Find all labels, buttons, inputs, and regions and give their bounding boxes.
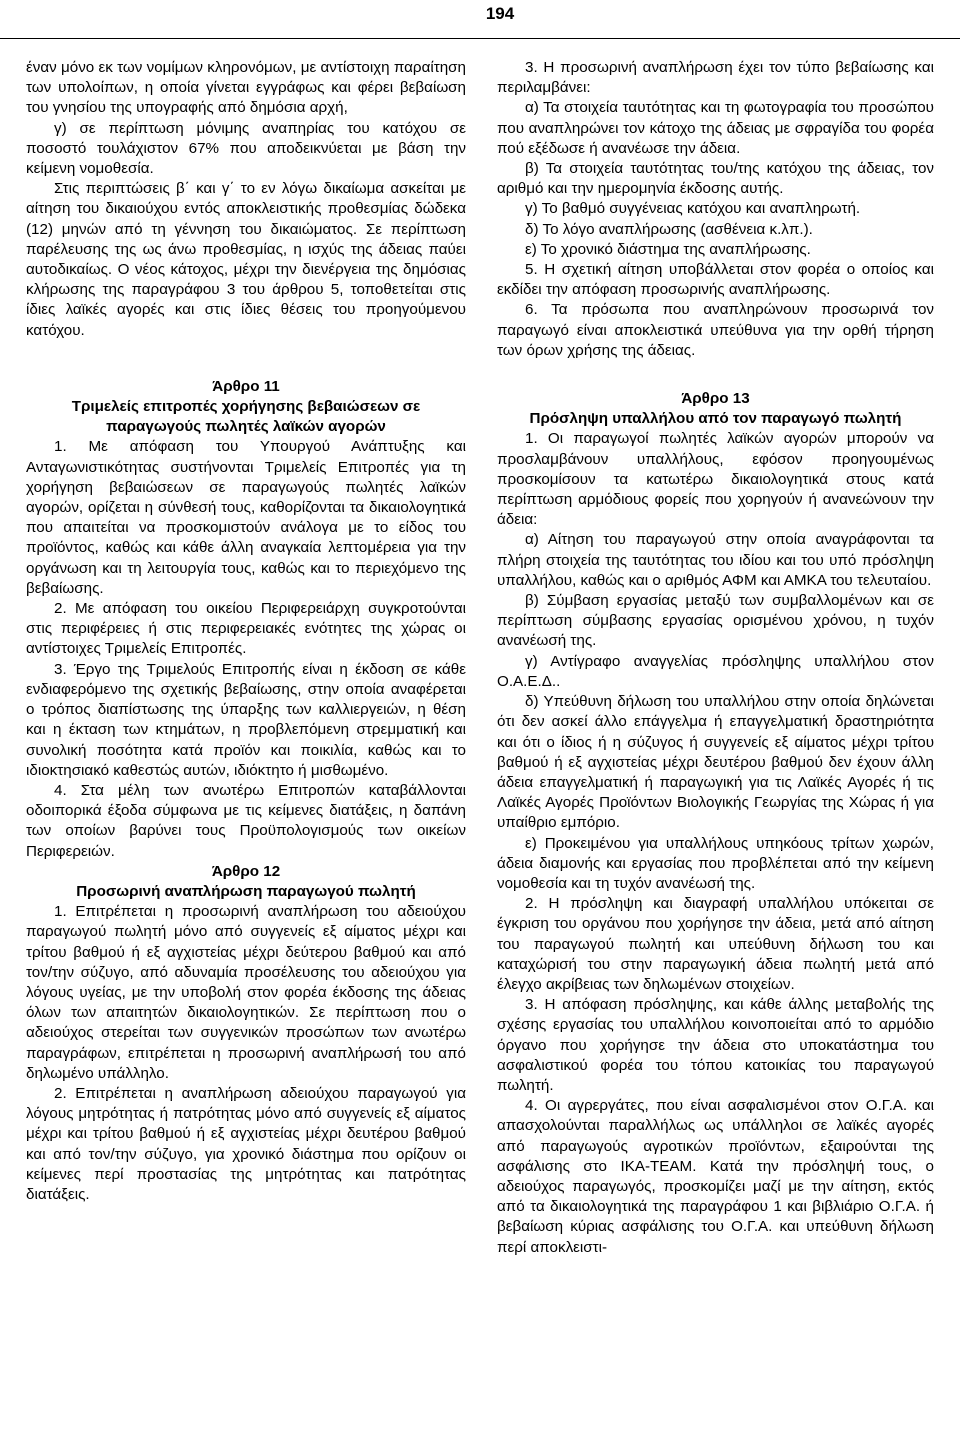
article-number: Άρθρο 11: [212, 377, 280, 395]
paragraph: 4. Οι αγρεργάτες, που είναι ασφαλισμένοι στον Ο.Γ.Α. και απασχολούνται παραλλήλως ως υπάλληλοι σε λαϊκές αγορές από παραγωγούς αγροτικών προϊόντων, εξαιρούνται της ασφάλισης στο ΙΚΑ-ΤΕΑΜ. Κατά την πρόσληψή τους, ο αδειούχος παραγωγός, προσκομίζει μαζί με την αίτηση, εκτός από τα δικαιολογητικά της παραγράφου 1 και βιβλιάριο Ο.Γ.Α. ή βεβαίωση κύριας ασφάλισης του Ο.Γ.Α. και υπεύθυνη δήλωση περί αποκλειστι-: [497, 1097, 934, 1256]
paragraph: 2. Επιτρέπεται η αναπλήρωση αδειούχου παραγωγού για λόγους μητρότητας ή πατρότητας μόνο από συγγενείς εξ αίματος μέχρι και τρίτου βαθμού ή εξ αγχιστείας μέχρι δευτέρου βαθμού και από τον/την σύζυγο, για χρονικό διάστημα που ορίζουν οι κείμενες περί προστασίας της μητρότητας και πατρότητας διατάξεις.: [26, 1084, 466, 1203]
paragraph: α) Αίτηση του παραγωγού στην οποία αναγράφονται τα πλήρη στοιχεία της ταυτότητας του ιδίου και του υπό πρόσληψη υπαλλήλου, καθώς και ο αριθμός ΑΦΜ και ΑΜΚΑ του τελευταίου.: [497, 531, 934, 589]
page-number: 194: [485, 4, 515, 23]
page-header: [0, 0, 960, 39]
paragraph: δ) Το λόγο αναπλήρωσης (ασθένεια κ.λπ.).: [525, 220, 813, 238]
article-number: Άρθρο 13: [681, 390, 750, 408]
paragraph: 3. Έργο της Τριμελούς Επιτροπής είναι η έκδοση σε κάθε ενδιαφερόμενο της σχετικής βεβαίωσης, στην οποία αναφέρεται ο τρόπος διαπίστωσης της ύπαρξης των καλλιεργειών, η θέση και η έκταση των κτημάτων, η προβλεπόμενη στρεμματική και συνολική ποσότητα κατά προϊόν και ποικιλία, καθώς και το ιδιοκτησιακό καθεστώς αυτών, ιδιόκτητο ή μισθωμένο.: [26, 660, 466, 779]
paragraph: Στις περιπτώσεις β΄ και γ΄ το εν λόγω δικαίωμα ασκείται με αίτηση του δικαιούχου εντός αποκλειστικής προθεσμίας δώδεκα (12) μηνών από τη γέννηση του δικαιώματος. Σε περίπτωση παρέλευσης της ως άνω προθεσμίας, η ισχύς της άδειας παύει αυτοδικαίως. Ο νέος κάτοχος, μέχρι την διενέργεια της δημόσιας κλήρωσης της παραγράφου 3 του άρθρου 5, τοποθετείται στις ίδιες λαϊκές αγορές και στις ίδιες θέσεις του προηγούμενου κατόχου.: [26, 180, 466, 339]
paragraph: ε) Προκειμένου για υπαλλήλους υπηκόους τρίτων χωρών, άδεια διαμονής και εργασίας που προβλέπεται από την κείμενη νομοθεσία και τη τυχόν ανανέωσή της.: [497, 834, 934, 892]
paragraph: 2. Με απόφαση του οικείου Περιφερειάρχη συγκροτούνται στις περιφέρειες ή στις περιφερειακές ενότητες της χώρας οι αντίστοιχες Τριμελείς Επιτροπές.: [26, 600, 466, 658]
paragraph: β) Τα στοιχεία ταυτότητας του/της κατόχου της άδειας, τον αριθμό και την ημερομηνία έκδοσης αυτής.: [497, 160, 934, 198]
paragraph: 4. Στα μέλη των ανωτέρω Επιτροπών καταβάλλονται οδοιπορικά έξοδα σύμφωνα με τις κείμενες διατάξεις, η δαπάνη των οποίων βαρύνει τους Προϋπολογισμούς των οικείων Περιφερειών.: [26, 781, 466, 860]
paragraph: έναν μόνο εκ των νομίμων κληρονόμων, με αντίστοιχη παραίτηση των υπολοίπων, η οποία γίνεται εγγράφως και φέρει βεβαίωση του γνησίου της υπογραφής από δημόσια αρχή,: [26, 59, 466, 117]
paragraph: 1. Οι παραγωγοί πωλητές λαϊκών αγορών μπορούν να προσλαμβάνουν υπαλλήλους, εφόσον προηγουμένως προσκομίσουν τα κατωτέρω δικαιολογητικά στους κατά περίπτωση αρμόδιους φορείς που χορηγούν ή ανανεώνουν την άδεια:: [497, 430, 934, 529]
right-column: [497, 58, 934, 1258]
left-column: [26, 58, 466, 1205]
article-title: Προσωρινή αναπλήρωση παραγωγού πωλητή: [76, 882, 416, 900]
paragraph: 1. Με απόφαση του Υπουργού Ανάπτυξης και Ανταγωνιστικότητας συστήνονται Τριμελείς Επιτροπές για τη χορήγηση βεβαιώσεων σε παραγωγούς πωλητές λαϊκών αγορών, ορίζεται η σύνθεσή τους, καθορίζονται τα δικαιολογητικά που απαιτείται να προσκομιστούν ανάλογα με το είδος του προϊόντος, καθώς και κάθε άλλη αναγκαία λεπτομέρεια για την οργάνωση και τη λειτουργία τους, καθώς και το περιεχόμενο της βεβαίωσης.: [26, 438, 466, 597]
paragraph: 6. Τα πρόσωπα που αναπληρώνουν προσωρινά τον παραγωγό είναι αποκλειστικά υπεύθυνα για την ορθή τήρηση των όρων χρήσης της άδειας.: [497, 301, 934, 359]
article-title: Πρόσληψη υπαλλήλου από τον παραγωγό πωλητή: [529, 410, 902, 428]
paragraph: γ) Το βαθμό συγγένειας κατόχου και αναπληρωτή.: [525, 200, 861, 218]
paragraph: δ) Υπεύθυνη δήλωση του υπαλλήλου στην οποία δηλώνεται ότι δεν ασκεί άλλο επάγγελμα ή επαγγελματική δραστηριότητα και ότι ο ίδιος ή η σύζυγος ή συγγενείς εξ αίματος μέχρι τρίτου βαθμού ή εξ αγχιστείας μέχρι δευτέρου βαθμού δεν έχουν άλλη άδεια επαγγελματική ή παραγωγική για τις Λαϊκές Αγορές ή τις Λαϊκές Αγορές Προϊόντων Βιολογικής Γεωργίας της Χώρας ή για υπαίθριο εμπόριο.: [497, 693, 934, 832]
paragraph: ε) Το χρονικό διάστημα της αναπλήρωσης.: [525, 240, 811, 258]
paragraph: β) Σύμβαση εργασίας μεταξύ των συμβαλλομένων και σε περίπτωση σύμβασης εργασίας ορισμένου χρόνου, η τυχόν ανανέωσή της.: [497, 592, 934, 650]
paragraph: γ) Αντίγραφο αναγγελίας πρόσληψης υπαλλήλου στον Ο.Α.Ε.Δ..: [497, 652, 934, 690]
paragraph: α) Τα στοιχεία ταυτότητας και τη φωτογραφία του προσώπου που αναπληρώνει τον κάτοχο της άδειας με σφραγίδα του φορέα πού εξέδωσε ή ανανέωσε την άδεια.: [497, 99, 934, 157]
article-title: Τριμελείς επιτροπές χορήγησης βεβαιώσεων σε παραγωγούς πωλητές λαϊκών αγορών: [71, 398, 421, 436]
article-number: Άρθρο 12: [211, 862, 281, 880]
paragraph: 3. Η προσωρινή αναπλήρωση έχει τον τύπο βεβαίωσης και περιλαμβάνει:: [497, 59, 934, 97]
paragraph: γ) σε περίπτωση μόνιμης αναπηρίας του κατόχου σε ποσοστό τουλάχιστον 67% που αποδεικνύεται με βάση την κείμενη νομοθεσία.: [26, 119, 466, 178]
paragraph: 3. Η απόφαση πρόσληψης, και κάθε άλλης μεταβολής της σχέσης εργασίας του υπαλλήλου κοινοποιείται από το αρμόδιο όργανο που χορήγησε την άδεια στο υποκατάστημα του ασφαλιστικού φορέα του τόπου κατοικίας του παραγωγού πωλητή.: [497, 996, 934, 1094]
paragraph: 2. Η πρόσληψη και διαγραφή υπαλλήλου υπόκειται σε έγκριση του οργάνου που χορήγησε την άδεια, μετά από αίτηση του παραγωγού πωλητή και υπεύθυνη δήλωση του και καταχώρισή του στην παραγωγική άδεια πωλητή μετά από έλεγχο ακρίβειας των δηλωμένων στοιχείων.: [497, 895, 934, 993]
paragraph: 1. Επιτρέπεται η προσωρινή αναπλήρωση του αδειούχου παραγωγού πωλητή μόνο από συγγενείς εξ αίματος μέχρι και τρίτου βαθμού ή εξ αγχιστείας μέχρι δεύτερου βαθμού και από τον/την σύζυγο, από αδυναμία προσέλευσης του αδειούχου για λόγους υγείας, με την υποβολή στον φορέα έκδοσης της άδειας όλων των απαιτητών δικαιολογητικών. Σε περίπτωση που ο αδειούχος στερείται των συγγενικών προσώπων των ανωτέρω παραγράφων, επιτρέπεται η προσωρινή αναπλήρωσή του από δηλωμένο υπάλληλο.: [26, 903, 466, 1082]
paragraph: 5. Η σχετική αίτηση υποβάλλεται στον φορέα ο οποίος και εκδίδει την απόφαση προσωρινής αναπλήρωσης.: [497, 261, 934, 299]
